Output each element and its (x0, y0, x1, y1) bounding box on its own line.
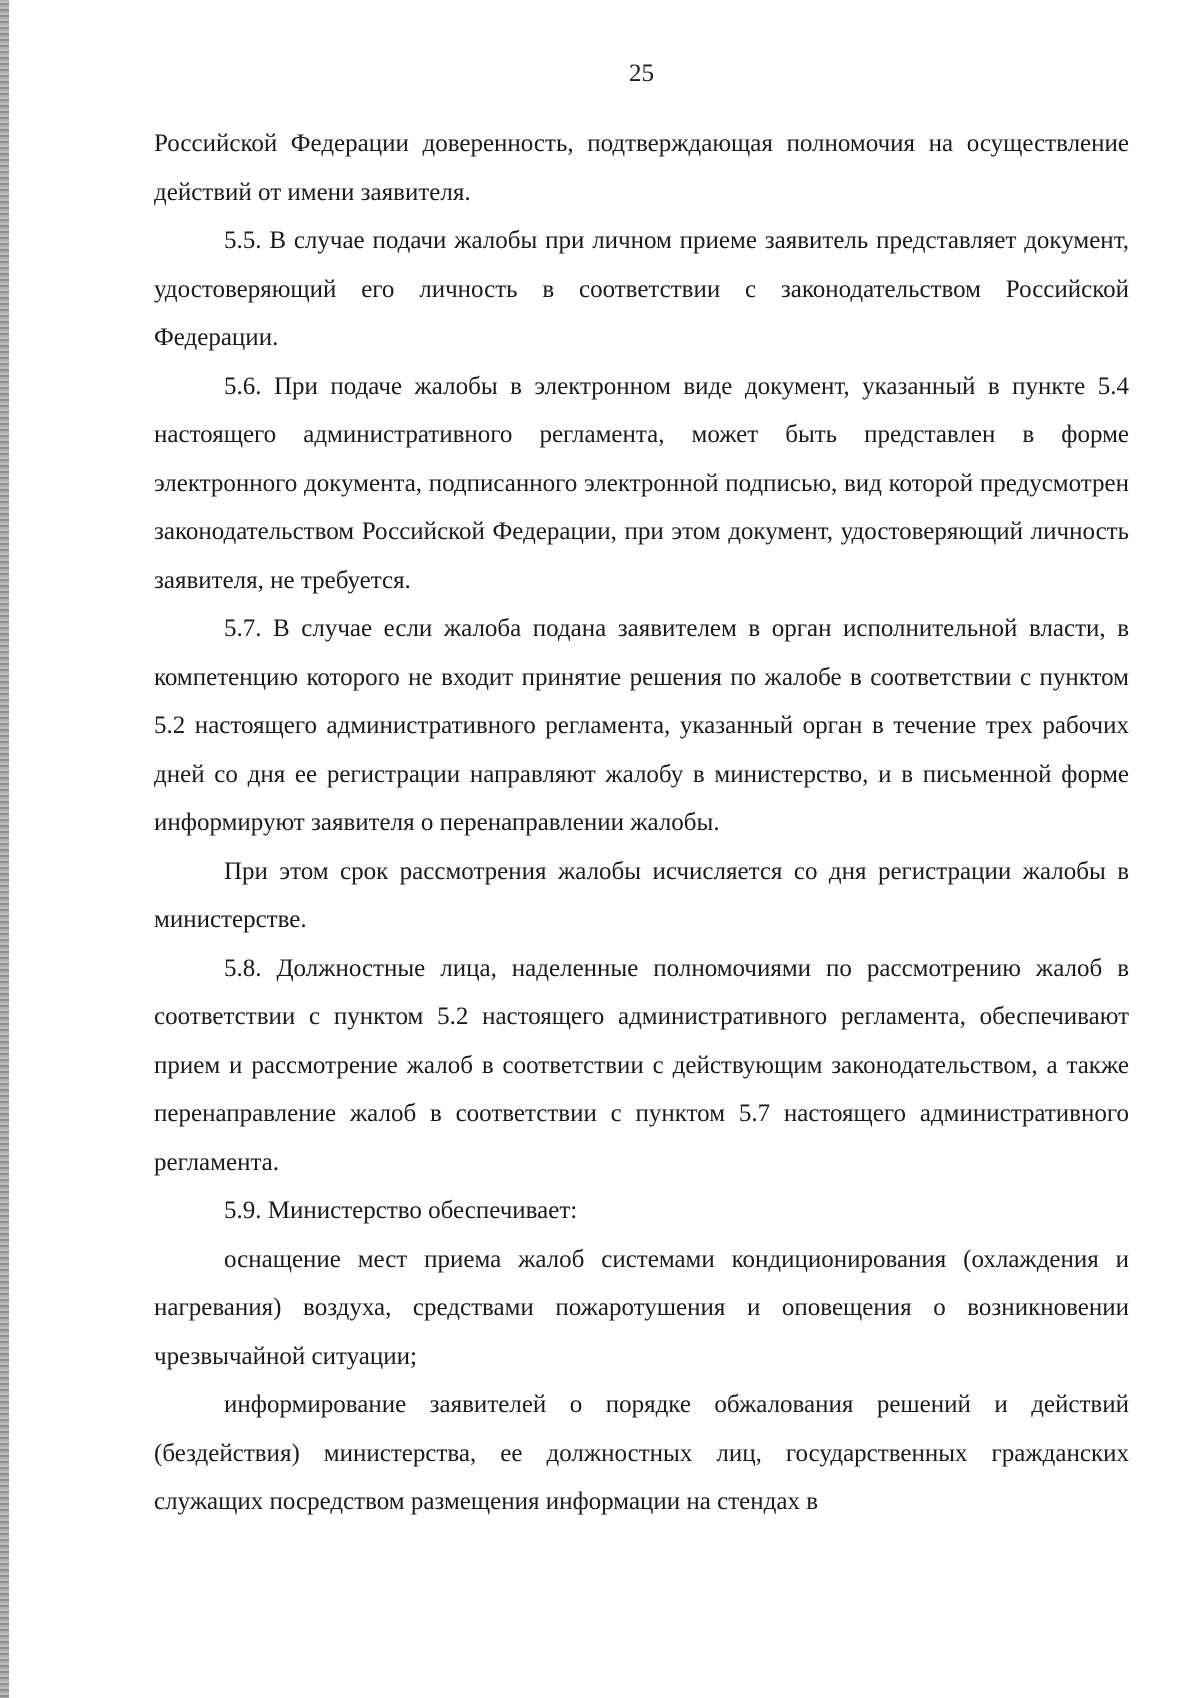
paragraph-5-6: 5.6. При подаче жалобы в электронном виде документ, указанный в пункте 5.4 настоящего административного регламента, может быть представлен в форме электронного документа, подписанного электронной подписью, вид которой предусмотрен законодательством Российской Федерации, при этом документ, удостоверяющий личность заявителя, не требуется. (154, 372, 1129, 594)
page-number: 25 (629, 60, 654, 87)
paragraph-equipment: оснащение мест приема жалоб системами кондиционирования (охлаждения и нагревания) воздуха, средствами пожаротушения и оповещения о возникновении чрезвычайной ситуации; (154, 1245, 1129, 1370)
paragraph-deadline: При этом срок рассмотрения жалобы исчисляется со дня регистрации жалобы в министерстве. (154, 857, 1129, 933)
paragraph-5-8: 5.8. Должностные лица, наделенные полномочиями по рассмотрению жалоб в соответствии с пунктом 5.2 настоящего административного регламента, обеспечивают прием и рассмотрение жалоб в соответствии с действующим законодательством, а также перенаправление жалоб в соответствии с пунктом 5.7 настоящего административного регламента. (154, 954, 1129, 1176)
paragraph-informing: информирование заявителей о порядке обжалования решений и действий (бездействия) министерства, ее должностных лиц, государственных гражданских служащих посредством размещения информации на стендах в (154, 1391, 1129, 1515)
paragraph-5-7: 5.7. В случае если жалоба подана заявителем в орган исполнительной власти, в компетенцию которого не входит принятие решения по жалобе в соответствии с пунктом 5.2 настоящего административного регламента, указанный орган в течение трех рабочих дней со дня ее регистрации направляют жалобу в министерство, и в письменной форме информируют заявителя о перенаправлении жалобы. (154, 615, 1129, 836)
paragraph-5-5: 5.5. В случае подачи жалобы при личном приеме заявитель представляет документ, удостоверяющий его личность в соответствии с законодательством Российской Федерации. (154, 227, 1129, 351)
scan-edge (0, 0, 9, 1698)
document-page (154, 50, 1129, 1527)
paragraph-continuation: Российской Федерации доверенность, подтверждающая полномочия на осуществление действий от имени заявителя. (154, 130, 1129, 206)
paragraph-5-9: 5.9. Министерство обеспечивает: (224, 1197, 578, 1224)
